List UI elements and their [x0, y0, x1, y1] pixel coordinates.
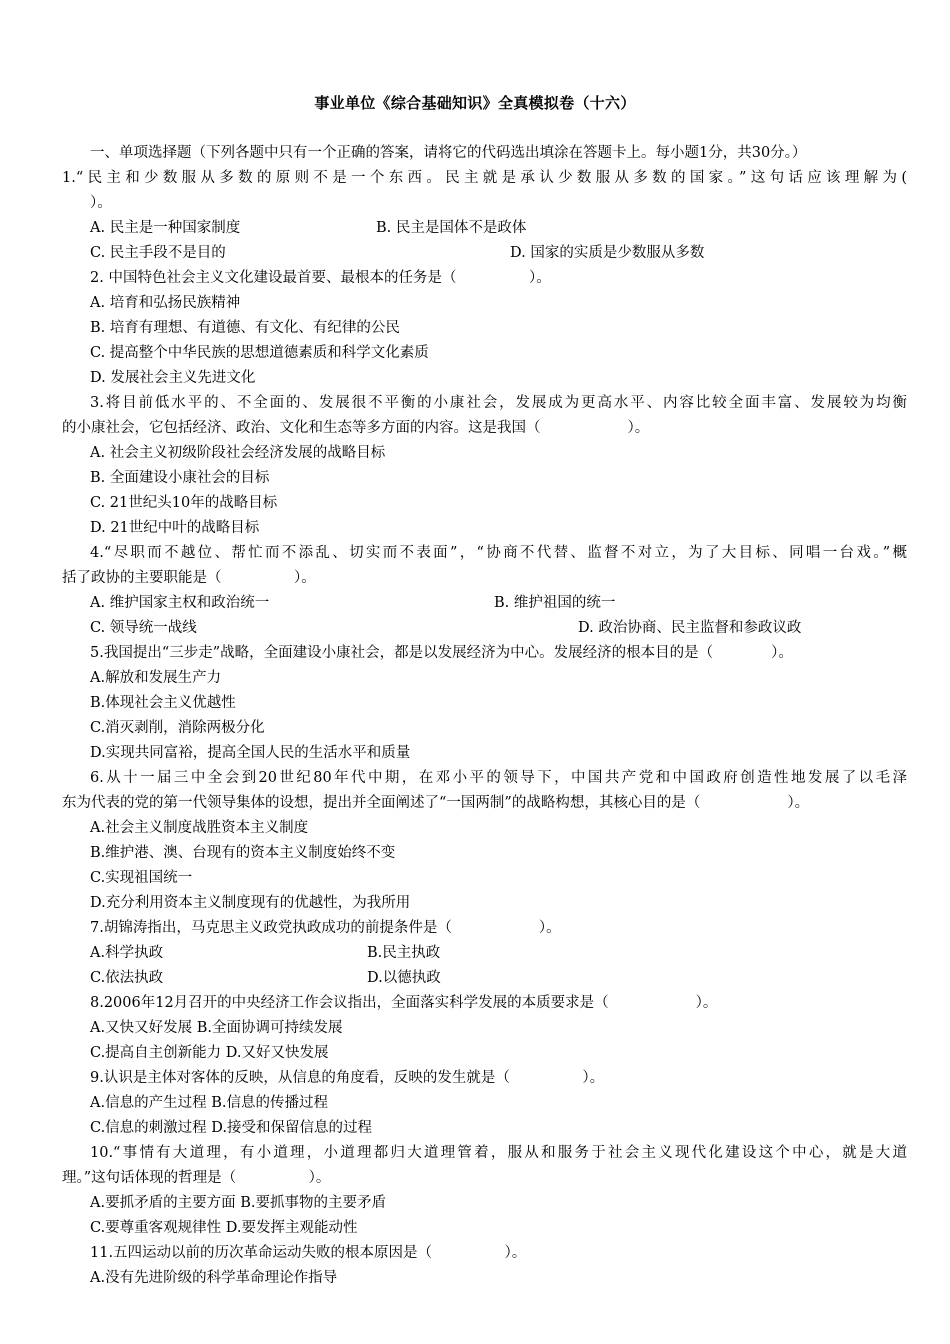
question-6-option-a: A.社会主义制度战胜资本主义制度 [90, 820, 309, 836]
question-7-option-c: C.依法执政 [90, 970, 164, 986]
question-2-stem: 2. 中国特色社会主义文化建设最首要、最根本的任务是（ ）。 [90, 270, 551, 286]
page-title: 事业单位《综合基础知识》全真模拟卷（十六） [314, 94, 636, 112]
question-1-option-a: A. 民主是一种国家制度 [90, 220, 241, 236]
question-3-stem: 3.将目前低水平的、不全面的、发展很不平衡的小康社会，发展成为更高水平、内容比较全面丰富、发展较为均衡 [90, 395, 907, 411]
question-9-options-cd: C.信息的刺激过程 D.接受和保留信息的过程 [90, 1120, 373, 1136]
question-8-options-cd: C.提高自主创新能力 D.又好又快发展 [90, 1045, 329, 1061]
question-2-option-d: D. 发展社会主义先进文化 [90, 370, 256, 386]
question-10-stem-end: 理。”这句话体现的哲理是（ ）。 [62, 1170, 331, 1186]
question-1-option-c: C. 民主手段不是目的 [90, 245, 226, 261]
question-7-option-a: A.科学执政 [90, 945, 164, 961]
question-7-stem: 7.胡锦涛指出，马克思主义政党执政成功的前提条件是（ ）。 [90, 920, 561, 936]
question-4-option-d: D. 政治协商、民主监督和参政议政 [578, 620, 802, 636]
question-8-options-ab: A.又快又好发展 B.全面协调可持续发展 [90, 1020, 343, 1036]
question-5-option-d: D.实现共同富裕，提高全国人民的生活水平和质量 [90, 745, 411, 761]
question-7-option-b: B.民主执政 [367, 945, 441, 961]
question-5-option-a: A.解放和发展生产力 [90, 670, 222, 686]
question-6-stem-end: 东为代表的党的第一代领导集体的设想，提出并全面阐述了“一国两制”的战略构想，其核心目的是（ ）。 [62, 795, 810, 811]
question-6-option-d: D.充分利用资本主义制度现有的优越性，为我所用 [90, 895, 411, 911]
question-10-stem: 10.“事情有大道理，有小道理，小道理都归大道理管着，服从和服务于社会主义现代化建设这个中心，就是大道 [90, 1145, 907, 1161]
question-1-option-b: B. 民主是国体不是政体 [376, 220, 527, 236]
question-3-option-c: C. 21世纪头10年的战略目标 [90, 495, 278, 511]
question-3-option-d: D. 21世纪中叶的战略目标 [90, 520, 260, 536]
question-2-option-a: A. 培育和弘扬民族精神 [90, 295, 241, 311]
question-6-stem: 6.从十一届三中全会到20世纪80年代中期，在邓小平的领导下，中国共产党和中国政府创造性地发展了以毛泽 [90, 770, 907, 786]
question-5-option-c: C.消灭剥削，消除两极分化 [90, 720, 265, 736]
question-11-option-a: A.没有先进阶级的科学革命理论作指导 [90, 1270, 338, 1286]
question-4-stem: 4.“尽职而不越位、帮忙而不添乱、切实而不表面”，“协商不代替、监督不对立，为了大目标、同唱一台戏。”概 [90, 545, 907, 561]
section-instructions: 一、单项选择题（下列各题中只有一个正确的答案，请将它的代码选出填涂在答题卡上。每小题1分，共30分。） [90, 145, 807, 161]
question-4-stem-end: 括了政协的主要职能是（ ）。 [62, 570, 316, 586]
question-9-options-ab: A.信息的产生过程 B.信息的传播过程 [90, 1095, 328, 1111]
question-8-stem: 8.2006年12月召开的中央经济工作会议指出，全面落实科学发展的本质要求是（ ）。 [90, 995, 718, 1011]
question-1-option-d: D. 国家的实质是少数服从多数 [510, 245, 705, 261]
question-10-options-cd: C.要尊重客观规律性 D.要发挥主观能动性 [90, 1220, 358, 1236]
question-2-option-c: C. 提高整个中华民族的思想道德素质和科学文化素质 [90, 345, 429, 361]
question-1-stem: 1.“民主和少数服从多数的原则不是一个东西。民主就是承认少数服从多数的国家。”这句话应该理解为( [62, 170, 907, 186]
question-3-option-a: A. 社会主义初级阶段社会经济发展的战略目标 [90, 445, 386, 461]
question-3-stem-end: 的小康社会，它包括经济、政治、文化和生态等多方面的内容。这是我国（ ）。 [62, 420, 650, 436]
question-3-option-b: B. 全面建设小康社会的目标 [90, 470, 270, 486]
question-5-option-b: B.体现社会主义优越性 [90, 695, 236, 711]
question-1-stem-end: ）。 [90, 195, 112, 211]
question-7-option-d: D.以德执政 [367, 970, 441, 986]
question-10-options-ab: A.要抓矛盾的主要方面 B.要抓事物的主要矛盾 [90, 1195, 386, 1211]
question-5-stem: 5.我国提出“三步走”战略，全面建设小康社会，都是以发展经济为中心。发展经济的根本目的是（ ）。 [90, 645, 793, 661]
question-4-option-b: B. 维护祖国的统一 [494, 595, 616, 611]
question-4-option-a: A. 维护国家主权和政治统一 [90, 595, 270, 611]
question-6-option-c: C.实现祖国统一 [90, 870, 193, 886]
question-2-option-b: B. 培育有理想、有道德、有文化、有纪律的公民 [90, 320, 400, 336]
question-11-stem: 11.五四运动以前的历次革命运动失败的根本原因是（ ）。 [90, 1245, 527, 1261]
question-6-option-b: B.维护港、澳、台现有的资本主义制度始终不变 [90, 845, 396, 861]
question-4-option-c: C. 领导统一战线 [90, 620, 197, 636]
question-9-stem: 9.认识是主体对客体的反映，从信息的角度看，反映的发生就是（ ）。 [90, 1070, 605, 1086]
